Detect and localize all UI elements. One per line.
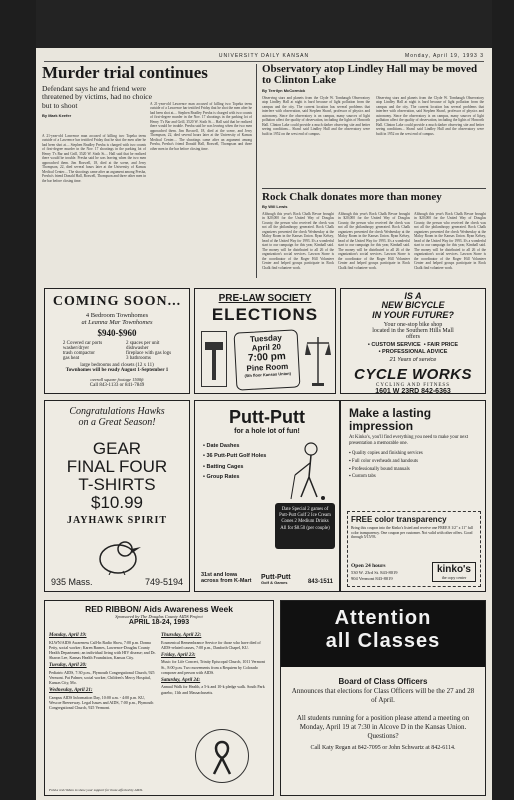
- kinkos-logo: [432, 562, 476, 582]
- kinkos-hours: Open 24 hours: [351, 563, 386, 570]
- red-ribbon-day: Tuesday, April 20:: [49, 663, 87, 669]
- column-rule: [256, 64, 257, 278]
- putt-putt-phone: 843-1511: [307, 579, 333, 585]
- page-folio: [44, 52, 484, 62]
- scan-background-top: [0, 0, 514, 48]
- red-ribbon-dates: APRIL 18-24, 1993: [128, 619, 190, 626]
- murder-body-col2: A 21-year-old Lawrence man accused of killing two Topeka teens outside of a Lawrence bar testified Friday that he shot the men after he had been shot at.... Stephen Bradley Presba is charged with two counts of first-degree murder in the Nov. 17 shootings in the parking lot of Henry T's Bar and Grill, 3520 W. Sixth St.... Hall said that he realized there would be trouble. Presba said he was leaving when the two men approached them. Jim Boswell, 18, died at the scene, and Jerry Thompson, 22, died several hours later at the University of Kansas Medical Center.... The shootings came after an argument among Presba, Presba's friend Donald Hall, Boswell, Thompson and three other men in the bar before closing time.: [150, 102, 252, 151]
- red-ribbon-event: Ecumenical Remembrance Service for those who have died of AIDS-related causes, 7:00 p.m., Danforth Chapel, KU.: [161, 639, 261, 650]
- scan-background-right: [492, 0, 514, 800]
- feature-item: gas heat: [62, 356, 80, 361]
- jayhawk-mascot-illustration: [89, 535, 147, 575]
- prelaw-title1: PRE-LAW SOCIETY: [218, 293, 312, 304]
- kinkos-bullet: Full color overheads and handouts: [351, 458, 418, 464]
- red-ribbon-day: Monday, April 19:: [49, 633, 87, 638]
- jayhawk-phone: 749-5194: [144, 577, 183, 587]
- putt-putt-tagline: for a hole lot of fun!: [234, 428, 300, 435]
- kinkos-bullets: ▪ Quality copies and finishing services ▪ Full color overheads and handouts ▪ Professionally bound manuals ▪ Custom tabs: [349, 451, 423, 480]
- coming-soon-sqft: overall square footage 1500ft: [90, 377, 144, 382]
- attention-word1: Attention: [334, 607, 432, 629]
- putt-putt-item: 36 Putt-Putt Golf Holes: [206, 453, 267, 460]
- jayhawk-congrats2: on a Great Season!: [78, 417, 156, 428]
- kinkos-bullet: Professionally bound manuals: [351, 466, 410, 472]
- prelaw-date: April 20: [251, 342, 282, 353]
- putt-putt-list: • Date Dashes • 36 Putt-Putt Golf Holes • Batting Cages • Group Rates: [203, 443, 267, 481]
- gavel-illustration: [201, 331, 227, 387]
- prelaw-day: Tuesday: [249, 333, 283, 344]
- prelaw-date-box: [234, 329, 301, 390]
- red-ribbon-event: KLWN/AIDS Awareness Call-In Radio Show, 7:00 p.m. Donna Petty, social worker; Karen Barnes, Lawrence-Douglas County Health Department; an individual living with HIV disease; and Dr. Sharon Lee, Kansas Health Foundation, Kansas City.: [49, 639, 156, 661]
- ad-prelaw-elections: [194, 288, 336, 394]
- coming-soon-availability: Townhomes will be ready August 1-September 1: [65, 368, 169, 373]
- bicycle-bullets-row: • CUSTOM SERVICE • FAIR PRICE: [367, 342, 459, 349]
- kinkos-address2: 904 Vermont 843-8019: [351, 576, 393, 582]
- red-ribbon-day: Friday, April 23:: [161, 652, 196, 658]
- coming-soon-line2: at Leanna Mar Townhomes: [81, 319, 153, 326]
- putt-putt-item: Group Rates: [206, 474, 240, 481]
- feature-item: 3 bathrooms: [125, 356, 151, 361]
- jayhawk-store-name: JAYHAWK SPIRIT: [66, 515, 168, 527]
- jayhawk-gear1: GEAR: [92, 439, 142, 458]
- putt-putt-item: Date Dashes: [206, 443, 240, 449]
- cycle-works-logo: CYCLE WORKS: [354, 365, 472, 383]
- attention-running-text: All students running for a position please attend a meeting on Monday, April 19 at 7:30 in Alcove D in the Kansas Union. Questions?: [296, 713, 470, 740]
- ad-cycle-works: IS A NEW BICYCLE IN YOUR FUTURE? Your one-stop bike shop located in the Southern Hills Mall offers • CUSTOM SERVICE • FAIR PRICE • PROFESSIONAL ADVICE 21 Years of service CYCLE WORKS CYCLING AND FITNESS 1601 W 23RD 842-6363: [340, 288, 486, 394]
- kinkos-coupon[interactable]: [347, 511, 481, 587]
- coming-soon-extra: large bedrooms and closets (12 x 11): [80, 363, 154, 368]
- bicycle-experience: 21 Years of service: [389, 356, 437, 363]
- murder-headline: Murder trial continues: [42, 64, 208, 82]
- bicycle-bullet: CUSTOM SERVICE: [371, 342, 421, 349]
- kinkos-bullet: Quality copies and finishing services: [351, 451, 423, 457]
- bicycle-headline2: NEW BICYCLE: [381, 300, 445, 311]
- cycle-works-tagline: CYCLING AND FITNESS: [375, 382, 450, 388]
- bicycle-sub2: located in the Southern Hills Mall: [372, 328, 454, 335]
- red-ribbon-event: Campus AIDS Information Day, 10:00 a.m. - 4:00 p.m. KU, Wescoe Breezeway. Legal Issues and AIDS, 7:00 p.m., Plymouth Congregational Church, 925 Vermont.: [49, 694, 154, 711]
- red-ribbon-left-column: [49, 633, 157, 710]
- feature-item: fireplace with gas logs: [125, 351, 172, 356]
- observatory-body-col1: Observing stars and planets from the Clyde W. Tombaugh Observatory atop Lindley Hall at night is hard because of light pollution from the campus and the city. The current location has several problems that interfere with observation, said Stephen Shawl, professor of physics and astronomy. Since the observatory is on campus, many sources of light pollution affect the quality of observation, including the lights of Haworth Hall. Clinton Lake could provide a much darker observing site and better seeing conditions... Shawl said Lindley Hall and the observatory were built in 1952 on the west end of campus.: [262, 96, 370, 136]
- coming-soon-features-right: [126, 341, 171, 361]
- kinkos-headline2: impression: [349, 418, 414, 433]
- red-ribbon-right-column: [161, 633, 269, 695]
- putt-putt-location1: 31st and Iowa: [201, 571, 238, 578]
- murder-dek: Defendant says he and friend were threatened by victims, had no choice but to shoot: [42, 84, 152, 110]
- kinkos-coupon-text: Bring this coupon into the Kinko's listed and receive one FREE 8 1/2" x 11" full color transparency. One coupon per customer. Not valid with other offers. Good through 5/15/93.: [351, 526, 473, 540]
- kinkos-headline1: Make a lasting: [349, 406, 432, 420]
- prelaw-place: Pine Room: [246, 361, 289, 374]
- rock-chalk-body-col1: Although this year's Rock Chalk Revue brought in $20,000 for the United Way of Douglas County, the person who received the check was not all the philanthropy generated. Rock Chalk organizers presented the check Wednesday at the Maloy Room in the Kansas Union. Ryan Kelsey, head of the United Way for 1993. It's a wonderful start to our campaign for this year, Kimball said. The money will be distributed to all 26 of the organization's social services. Lawson Stone is the coordinator of the Roger Hill Volunteer Center and helped groups participate in Rock Chalk find volunteer work.: [262, 212, 334, 270]
- bicycle-bullet: FAIR PRICE: [427, 342, 459, 349]
- red-ribbon-event: Annual Walk for Health, a 5-k and 10-k pledge walk. South Park gazebo, 11th and Massachusetts.: [161, 684, 265, 695]
- feature-item: 2 Covered car ports: [62, 341, 103, 346]
- kinkos-coupon-title: FREE color transparency: [351, 515, 447, 524]
- red-ribbon-footer: Fold a red ribbon to show your support for those affected by AIDS.: [49, 788, 144, 792]
- attention-contact: Call Katy Regan at 842-7095 or John Schwartz at 842-6114.: [310, 744, 456, 751]
- feature-item: washer/dryer: [62, 346, 89, 351]
- putt-putt-small-logo: Putt-Putt: [261, 574, 291, 581]
- ad-jayhawk-spirit: [44, 400, 190, 592]
- attention-banner: [281, 601, 485, 667]
- coming-soon-price: $940-$960: [97, 328, 137, 338]
- putt-putt-date-special: Date Special 2 games of Putt-Putt Golf 2 Ice Cream Cones 2 Medium Drinks All for $8.50 (per couple): [275, 503, 335, 549]
- date-page: Monday, April 19, 1993 3: [405, 53, 484, 59]
- kinkos-intro: At Kinko's, you'll find everything you need to make your next presentation a memorable one.: [349, 435, 469, 447]
- putt-putt-small-sub: Golf & Games: [261, 580, 288, 585]
- kinkos-brand-sub: the copy center: [441, 575, 467, 580]
- bicycle-sub1: Your one-stop bike shop: [383, 322, 443, 329]
- bicycle-sub3: offers: [406, 334, 420, 341]
- jayhawk-gear3: T-SHIRTS: [78, 474, 156, 494]
- red-ribbon-seal: [195, 729, 249, 783]
- attention-board-title: Board of Class Officers: [338, 677, 428, 686]
- putt-putt-logo: Putt-Putt: [229, 407, 305, 427]
- attention-board-text: Announces that elections for Class Officers will be the 27 and 28 of April.: [291, 687, 475, 705]
- ad-attention-all-classes: [280, 600, 486, 796]
- putt-putt-item: Batting Cages: [206, 463, 244, 470]
- murder-trial-article: [42, 64, 252, 278]
- red-ribbon-title: RED RIBBON/ Aids Awareness Week: [85, 604, 233, 614]
- observatory-body-col2: Observing stars and planets from the Clyde W. Tombaugh Observatory atop Lindley Hall at night is hard because of light pollution from the campus and the city. The current location has several problems that interfere with observation, said Stephen Shawl, professor of physics and astronomy. Since the observatory is on campus, many sources of light pollution affect the quality of observation, including the lights of Haworth Hall. Clinton Lake could provide a much darker observing site and better seeing conditions... Shawl said Lindley Hall and the observatory were built in 1952 on the west end of campus.: [376, 96, 484, 136]
- rock-chalk-byline: By Will Lewis: [262, 204, 288, 209]
- putt-putt-location2: across from K-Mart: [201, 578, 252, 585]
- red-ribbon-day: Wednesday, April 21:: [49, 688, 93, 694]
- scan-background-left: [0, 0, 36, 800]
- cycle-works-address: 1601 W 23RD 842-6363: [375, 387, 451, 394]
- red-ribbon-event: Pediatric AIDS, 7:30 p.m., Plymouth Congregational Church, 925 Vermont. Pat Palmer, social worker, Children's Mercy Hospital, Kansas City, Mo.: [49, 669, 155, 686]
- ad-kinkos: [340, 400, 486, 592]
- golfer-illustration: [287, 441, 333, 501]
- newspaper-page: [36, 48, 492, 800]
- feature-item: 2 spaces per unit: [125, 341, 160, 346]
- paper-name: UNIVERSITY DAILY KANSAN: [218, 53, 310, 59]
- red-ribbon-sponsor: Sponsored by The Douglas County AIDS Project: [115, 614, 203, 619]
- observatory-headline: Observatory atop Lindley Hall may be moved to Clinton Lake: [262, 64, 478, 86]
- ad-putt-putt: [194, 400, 340, 592]
- prelaw-place-sub: (5th floor Kansas Union): [244, 370, 292, 379]
- red-ribbon-event: Music for Life Concert, Trinity Episcopal Church, 1011 Vermont St., 8:00 p.m. Two movements from a Requiem by Colorado composer and person with AIDS.: [161, 659, 265, 675]
- rock-chalk-body-col2: Although this year's Rock Chalk Revue brought in $20,000 for the United Way of Douglas County, the person who received the check was not all the philanthropy generated. Rock Chalk organizers presented the check Wednesday at the Maloy Room in the Kansas Union. Ryan Kelsey, head of the United Way for 1993. It's a wonderful start to our campaign for this year, Kimball said. The money will be distributed to all 26 of the organization's social services. Lawson Stone is the coordinator of the Roger Hill Volunteer Center and helped groups participate in Rock Chalk find volunteer work.: [338, 212, 410, 270]
- rock-chalk-headline: Rock Chalk donates more than money: [262, 192, 442, 203]
- jayhawk-gear2: FINAL FOUR: [66, 456, 168, 476]
- ad-coming-soon-townhomes: [44, 288, 190, 394]
- observatory-article: [262, 64, 486, 186]
- kinkos-brand: kinko's: [436, 564, 471, 575]
- jayhawk-price: $10.99: [91, 492, 143, 512]
- prelaw-title2: ELECTIONS: [211, 305, 319, 324]
- murder-body-col1: A 21-year-old Lawrence man accused of killing two Topeka teens outside of a Lawrence bar testified Friday that he shot the men after he had been shot at.... Stephen Bradley Presba is charged with two counts of first-degree murder in the Nov. 17 shootings in the parking lot of Henry T's Bar and Grill, 3520 W. Sixth St.... Hall said that he realized there would be trouble. Presba said he was leaving when the two men approached them. Jim Boswell, 18, died at the scene, and Jerry Thompson, 22, died several hours later at the University of Kansas Medical Center.... The shootings came after an argument among Presba, Presba's friend Donald Hall, Boswell, Thompson and three other men in the bar before closing time.: [42, 134, 146, 183]
- ad-red-ribbon-aids-awareness: [44, 600, 274, 796]
- prelaw-time: 7:00 pm: [247, 351, 287, 364]
- bicycle-headline1: IS A: [404, 291, 422, 301]
- coming-soon-call: Call 843-1133 or 841-7849: [89, 383, 145, 388]
- coming-soon-headline: COMING SOON...: [52, 294, 182, 309]
- jayhawk-address: 935 Mass.: [51, 577, 93, 587]
- attention-word2: all Classes: [325, 630, 441, 652]
- red-ribbon-day: Saturday, April 24:: [161, 677, 201, 683]
- coming-soon-line1: 4 Bedroom Townhomes: [85, 312, 149, 319]
- scales-illustration: [305, 333, 331, 389]
- rock-chalk-body-col3: Although this year's Rock Chalk Revue brought in $20,000 for the United Way of Douglas County, the person who received the check was not all the philanthropy generated. Rock Chalk organizers presented the check Wednesday at the Maloy Room in the Kansas Union. Ryan Kelsey, head of the United Way for 1993. It's a wonderful start to our campaign for this year, Kimball said. The money will be distributed to all 26 of the organization's social services. Lawson Stone is the coordinator of the Roger Hill Volunteer Center and helped groups participate in Rock Chalk find volunteer work.: [414, 212, 486, 270]
- coming-soon-features-left: [63, 341, 102, 361]
- section-rule: [262, 188, 486, 189]
- kinkos-address1: 530 W. 23rd St. 843-8019: [351, 570, 398, 576]
- feature-item: dishwasher: [125, 346, 149, 351]
- red-ribbon-day: Thursday, April 22:: [161, 633, 202, 638]
- murder-byline: By Mark Keefer: [42, 112, 72, 118]
- bicycle-bullet: PROFESSIONAL ADVICE: [382, 349, 448, 356]
- kinkos-bullet: Custom tabs: [351, 474, 376, 480]
- bicycle-headline3: IN YOUR FUTURE?: [372, 309, 454, 320]
- jayhawk-congrats1: Congratulations Hawks: [69, 406, 165, 417]
- observatory-byline: By Terrilyn McCormick: [262, 88, 306, 93]
- rock-chalk-article: [262, 192, 486, 278]
- feature-item: trash compactor: [62, 351, 95, 356]
